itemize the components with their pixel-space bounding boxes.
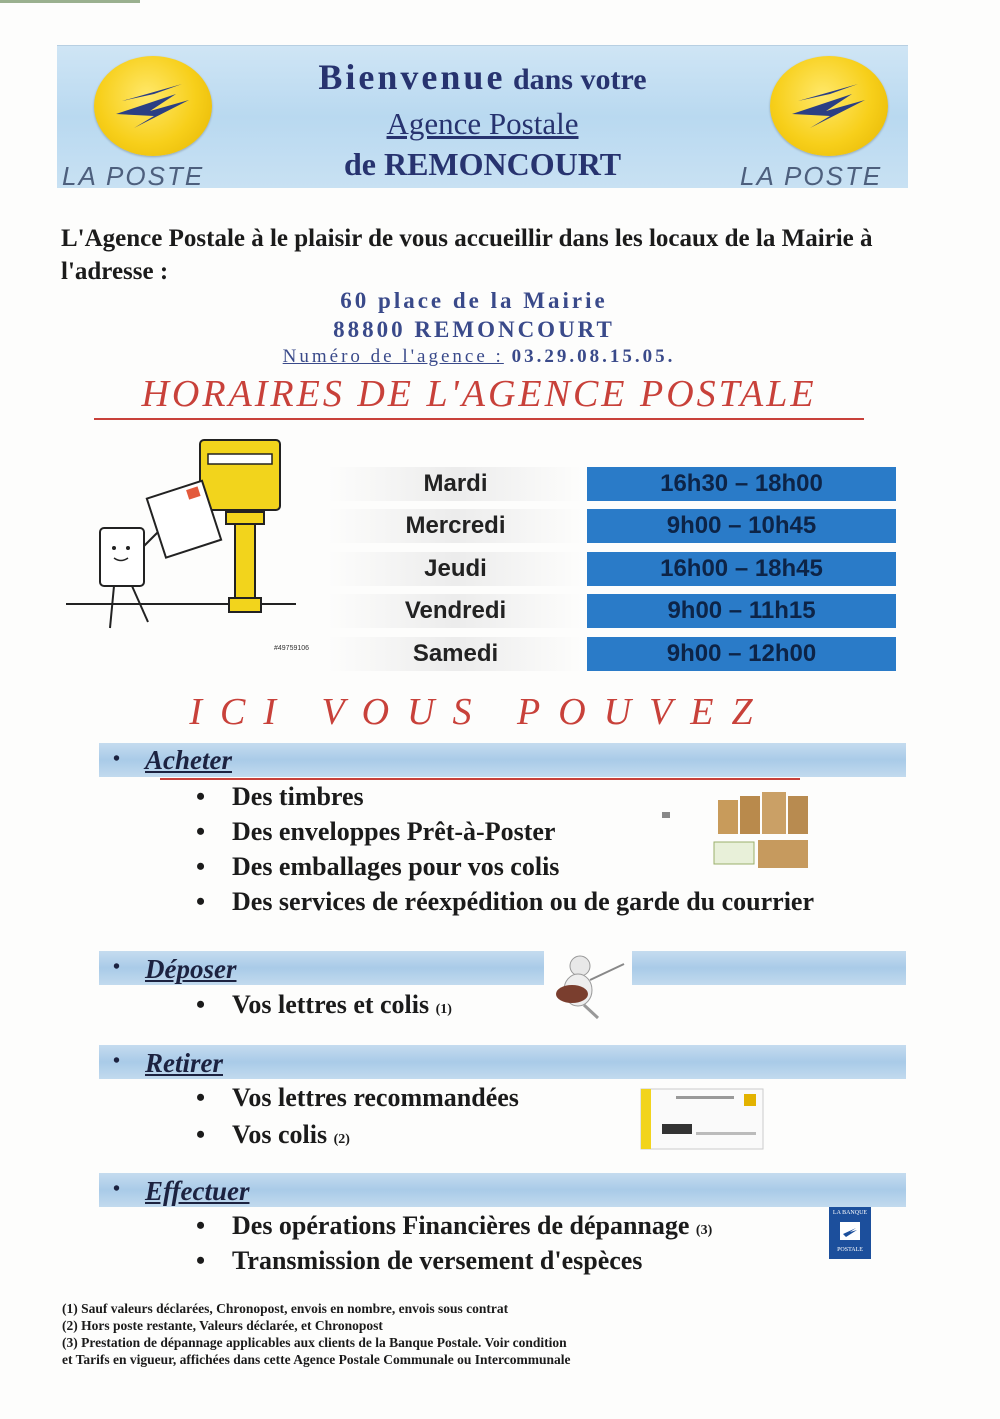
- schedule-hours: 9h00 – 11h15: [587, 594, 896, 628]
- section-bullet: •: [113, 1178, 121, 1200]
- header-banner: [57, 45, 908, 191]
- list-item: • Des emballages pour vos colis: [196, 852, 560, 881]
- section-bullet: •: [113, 1050, 121, 1072]
- services-title: ICI VOUS POUVEZ: [160, 690, 800, 780]
- la-poste-logo-text-left: LA POSTE: [62, 161, 205, 191]
- list-item: • Des services de réexpédition ou de garde du courrier: [196, 887, 815, 916]
- list-item: • Des enveloppes Prêt-à-Poster: [196, 817, 556, 846]
- list-item: • Vos colis (2): [196, 1120, 350, 1149]
- schedule-hours: 9h00 – 12h00: [587, 637, 896, 671]
- footnote-3: (3) Prestation de dépannage applicables aux clients de la Banque Postale. Voir condition: [62, 1335, 567, 1350]
- schedule-row: [328, 594, 896, 628]
- top-scan-line: [0, 0, 140, 3]
- packaging-boxes-icon: [660, 790, 812, 872]
- schedule-hours: 9h00 – 10h45: [587, 509, 896, 543]
- schedule-hours: 16h30 – 18h00: [587, 467, 896, 501]
- schedule-day: Mardi: [328, 467, 583, 501]
- schedule-hours: 16h00 – 18h45: [587, 552, 896, 586]
- footnote-2: (2) Hors poste restante, Valeurs déclarée, et Chronopost: [62, 1318, 383, 1333]
- schedule-row: [328, 509, 896, 543]
- list-item: • Des timbres: [196, 782, 364, 811]
- address-line1: 60 place de la Mairie: [340, 288, 608, 313]
- agency-number: Numéro de l'agence : 03.29.08.15.05.: [282, 346, 676, 367]
- address-line2: 88800 REMONCOURT: [333, 317, 615, 342]
- schedule-day: Mercredi: [328, 509, 583, 543]
- list-item: • Vos lettres et colis (1): [196, 990, 452, 1019]
- section-bullet: •: [113, 956, 121, 978]
- section-label-retirer: Retirer: [145, 1048, 223, 1078]
- list-item: • Vos lettres recommandées: [196, 1083, 519, 1112]
- section-label-effectuer: Effectuer: [145, 1176, 250, 1206]
- section-bar-deposer-right: [632, 951, 906, 985]
- schedule-day: Vendredi: [328, 594, 583, 628]
- footnote-1: (1) Sauf valeurs déclarées, Chronopost, envois en nombre, envois sous contrat: [62, 1301, 509, 1316]
- schedule-row: [328, 637, 896, 671]
- title-welcome: Bienvenue dans votre: [318, 57, 647, 97]
- intro-text: L'Agence Postale à le plaisir de vous accueillir dans les locaux de la Mairie à l'adresse :: [61, 225, 873, 285]
- footnote-3-cont: et Tarifs en vigueur, affichées dans cette Agence Postale Communale ou Intercommunale: [62, 1352, 571, 1367]
- delivery-man-icon: [548, 950, 630, 1022]
- schedule-day: Samedi: [328, 637, 583, 671]
- image-code: #49759106: [274, 645, 310, 652]
- schedule-row: [328, 467, 896, 501]
- list-item: • Des opérations Financières de dépannage (3): [196, 1211, 713, 1240]
- section-label-deposer: Déposer: [145, 954, 237, 984]
- section-bullet: •: [113, 748, 121, 770]
- horaires-title: HORAIRES DE L'AGENCE POSTALE: [94, 372, 864, 420]
- banque-postale-logo-icon: LA BANQUE POSTALE: [829, 1207, 871, 1259]
- list-item: • Transmission de versement d'espèces: [196, 1246, 643, 1275]
- title-agence-postale: Agence Postale: [386, 106, 579, 141]
- schedule-row: [328, 552, 896, 586]
- registered-letter-slip-icon: [640, 1088, 764, 1150]
- title-remoncourt: de REMONCOURT: [343, 146, 622, 182]
- mailbox-illustration-icon: [66, 436, 316, 656]
- schedule-day: Jeudi: [328, 552, 583, 586]
- la-poste-logo-text-right: LA POSTE: [740, 161, 883, 191]
- section-label-acheter: Acheter: [145, 745, 232, 775]
